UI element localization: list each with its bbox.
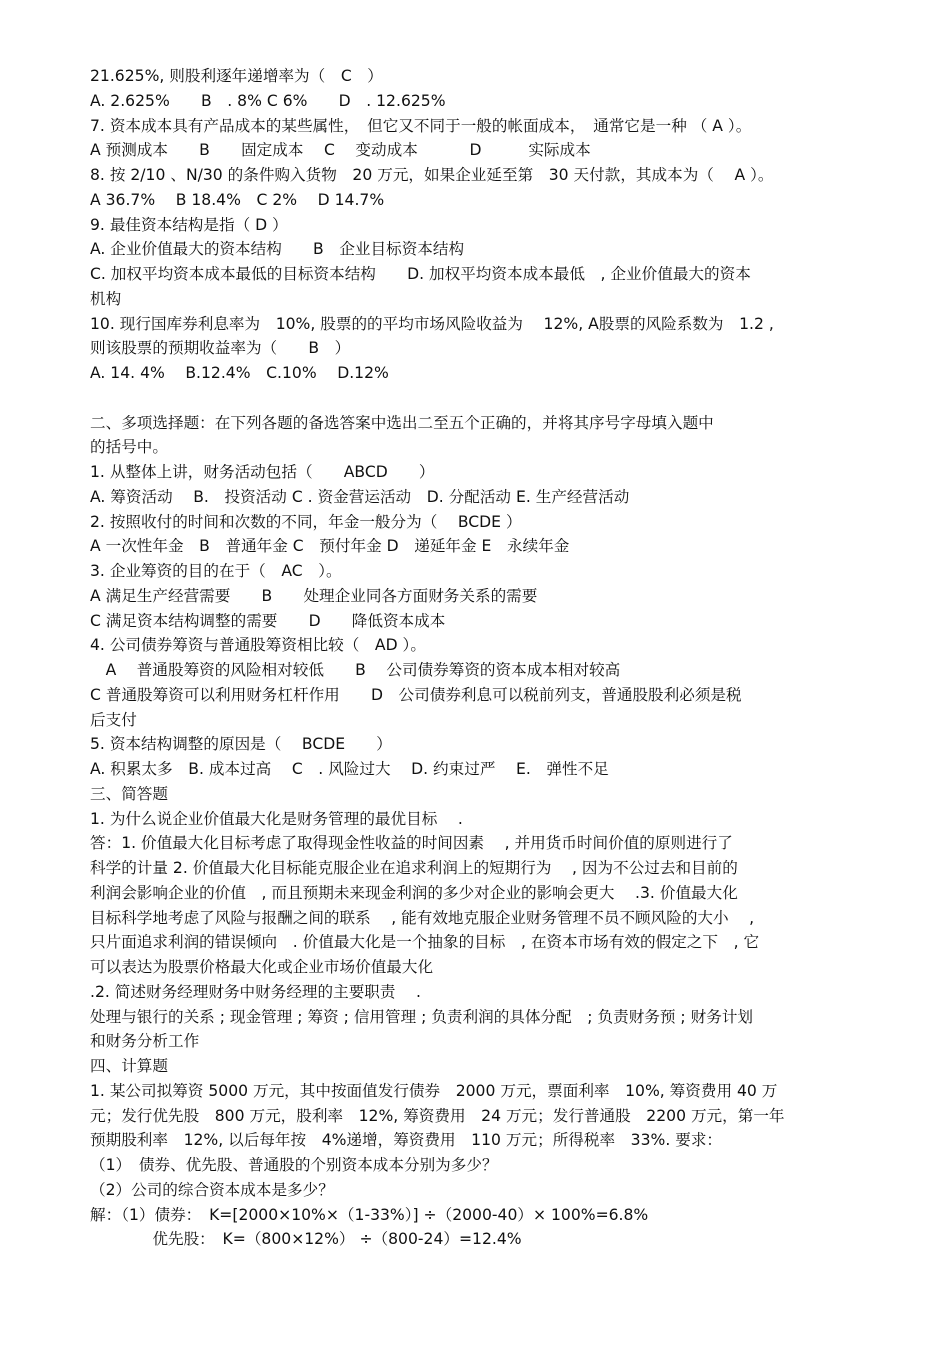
- text-line: [90, 386, 880, 411]
- text-line: 1. 某公司拟筹资 5000 万元，其中按面值发行债券 2000 万元，票面利率 10%, 筹资费用 40 万: [90, 1081, 778, 1100]
- text-line: C 普通股筹资可以利用财务杠杆作用 D 公司债券利息可以税前列支，普通股股利必须是税: [90, 685, 742, 704]
- text-line: A 预测成本 B 固定成本 C 变动成本 D 实际成本: [90, 141, 591, 160]
- text-line: A. 14. 4% B.12.4% C.10% D.12%: [90, 364, 389, 382]
- text-line: 的括号中。: [90, 438, 168, 457]
- text-line: 二、多项选择题：在下列各题的备选答案中选出二至五个正确的，并将其序号字母填入题中: [90, 413, 714, 432]
- text-line: （1） 债券、优先股、普通股的个别资本成本分别为多少？: [90, 1156, 498, 1174]
- text-line: 三、简答题: [90, 784, 168, 803]
- document-page: [90, 64, 880, 1252]
- text-line: 1. 为什么说企业价值最大化是财务管理的最优目标 .: [90, 809, 463, 828]
- text-line: 10. 现行国库券利息率为 10%, 股票的的平均市场风险收益为 12%, A股票的风险系数为 1.2 ,: [90, 314, 774, 333]
- text-line: A. 2.625% B . 8% C 6% D . 12.625%: [90, 91, 446, 110]
- text-line: .2. 简述财务经理财务中财务经理的主要职责 .: [90, 982, 421, 1001]
- text-line: 优先股： K=（800×12%） ÷（800-24）=12.4%: [90, 1230, 522, 1249]
- text-line: 四、计算题: [90, 1057, 168, 1075]
- text-line: 答：1. 价值最大化目标考虑了取得现金性收益的时间因素 , 并用货币时间价值的原则进行了: [90, 834, 733, 853]
- text-line: A 普通股筹资的风险相对较低 B 公司债券筹资的资本成本相对较高: [90, 661, 621, 679]
- text-line: 利润会影响企业的价值 , 而且预期未来现金利润的多少对企业的影响会更大 .3. 价值最大化: [90, 883, 738, 902]
- text-line: 则该股票的预期收益率为（ B ）: [90, 339, 351, 358]
- text-line: A 一次性年金 B 普通年金 C 预付年金 D 递延年金 E 永续年金: [90, 537, 570, 556]
- text-line: 2. 按照收付的时间和次数的不同，年金一般分为（ BCDE ）: [90, 512, 522, 531]
- text-line: A 36.7% B 18.4% C 2% D 14.7%: [90, 190, 385, 209]
- text-line: 解：（1）债券： K=[2000×10%×（1-33%）] ÷（2000-40）× 100%=6.8%: [90, 1205, 649, 1224]
- text-line: 元；发行优先股 800 万元，股利率 12%, 筹资费用 24 万元；发行普通股 2200 万元，第一年: [90, 1106, 785, 1125]
- text-line: 5. 资本结构调整的原因是（ BCDE ）: [90, 735, 392, 754]
- text-line: 3. 企业筹资的目的在于（ AC ）。: [90, 562, 342, 580]
- text-line: C 满足资本结构调整的需要 D 降低资本成本: [90, 611, 446, 630]
- text-line: 机构: [90, 289, 122, 308]
- text-line: 9. 最佳资本结构是指（ D ）: [90, 215, 288, 234]
- text-line: 8. 按 2/10 、N/30 的条件购入货物 20 万元，如果企业延至第 30 天付款，其成本为（ A ）。: [90, 166, 774, 184]
- text-line: A. 积累太多 B. 成本过高 C . 风险过大 D. 约束过严 E. 弹性不足: [90, 760, 609, 778]
- text-line: C. 加权平均资本成本最低的目标资本结构 D. 加权平均资本成本最低 , 企业价值最大的资本: [90, 265, 751, 283]
- text-line: 1. 从整体上讲，财务活动包括（ ABCD ）: [90, 463, 435, 481]
- text-line: 7. 资本成本具有产品成本的某些属性， 但它又不同于一般的帐面成本， 通常它是一种 （ A ）。: [90, 116, 752, 135]
- text-line: 和财务分析工作: [90, 1032, 200, 1051]
- text-line: 预期股利率 12%, 以后每年按 4%递增，筹资费用 110 万元；所得税率 33%. 要求：: [90, 1131, 723, 1150]
- text-line: 只片面追求利润的错误倾向 . 价值最大化是一个抽象的目标 , 在资本市场有效的假定之下 , 它: [90, 933, 760, 952]
- text-line: 科学的计量 2. 价值最大化目标能克服企业在追求利润上的短期行为 , 因为不公过去和目前的: [90, 859, 738, 877]
- text-line: 21.625%, 则股利逐年递增率为（ C ）: [90, 67, 383, 85]
- text-line: A 满足生产经营需要 B 处理企业同各方面财务关系的需要: [90, 586, 538, 605]
- text-line: 处理与银行的关系 ; 现金管理 ; 筹资 ; 信用管理 ; 负责利润的具体分配 ; 负责财务预 ; 财务计划: [90, 1007, 754, 1026]
- text-line: A. 筹资活动 B. 投资活动 C . 资金营运活动 D. 分配活动 E. 生产经营活动: [90, 487, 630, 506]
- text-line: 4. 公司债券筹资与普通股筹资相比较（ AD ）。: [90, 636, 426, 655]
- text-line: 可以表达为股票价格最大化或企业市场价值最大化: [90, 958, 434, 976]
- text-line: （2）公司的综合资本成本是多少？: [90, 1180, 334, 1199]
- text-line: 后支付: [90, 710, 137, 729]
- text-line: 目标科学地考虑了风险与报酬之间的联系 , 能有效地克服企业财务管理不员不顾风险的大小 ,: [90, 908, 755, 927]
- text-line: A. 企业价值最大的资本结构 B 企业目标资本结构: [90, 240, 465, 259]
